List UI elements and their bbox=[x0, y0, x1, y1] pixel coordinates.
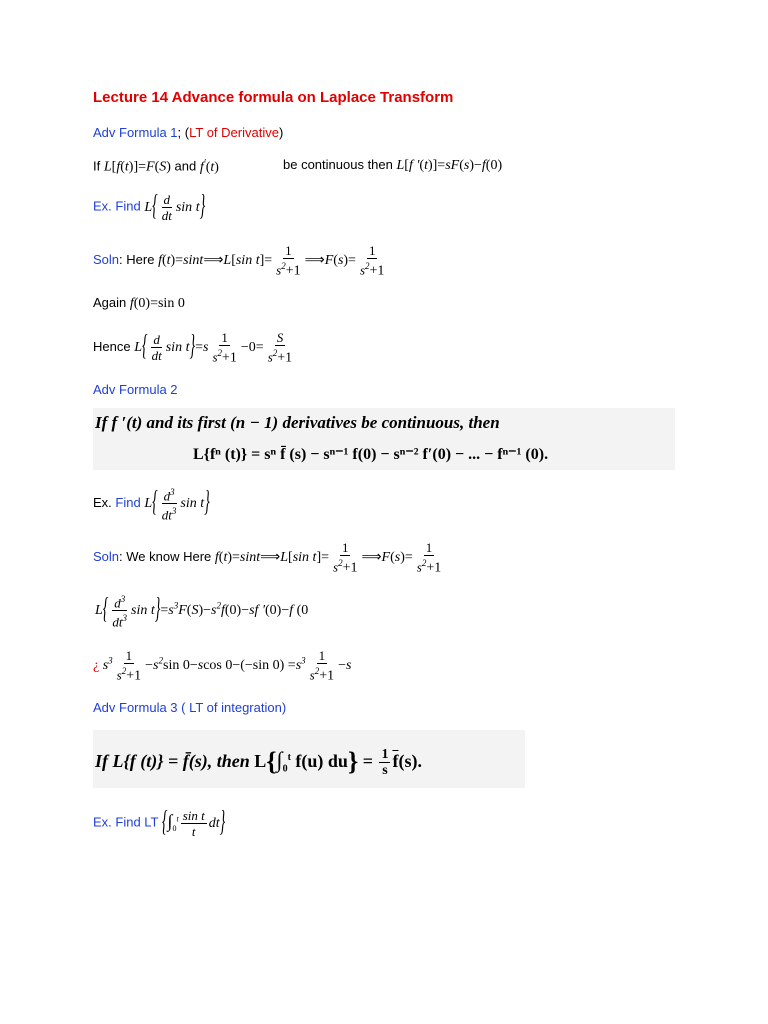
formula-1-conclusion bbox=[283, 157, 502, 174]
statement-if: If bbox=[93, 158, 101, 174]
example-2 bbox=[93, 485, 210, 523]
statement-and: and bbox=[174, 158, 197, 174]
adv-formula-3-label: Adv Formula 3 ( LT of integration) bbox=[93, 700, 287, 715]
math-ex1: L{ $\frac{d}{dt}$ sin t} bbox=[144, 190, 206, 223]
solution-2 bbox=[93, 540, 445, 575]
solution-2-label: Soln bbox=[93, 548, 120, 564]
result-line bbox=[93, 648, 351, 683]
math-f0: f(0)=sin 0 bbox=[129, 296, 185, 311]
formula-3-image bbox=[93, 730, 525, 788]
hence-label: Hence bbox=[93, 338, 131, 354]
again-label: Again bbox=[93, 295, 127, 310]
adv-formula-1-heading bbox=[93, 125, 283, 140]
math-result: ¿ $s^3$ $\frac{1}{s^2+1}$ $-s^2\sin$ 0−scos 0−(−sin $0) =s^3$ $\frac{1}{s^2+1}$ −s bbox=[93, 648, 352, 684]
math-lf-eq-fs: L[f(t)]=F(S) bbox=[103, 159, 171, 175]
math-hence: L{ $\frac{d}{dt}$ sin t}=s $\frac{1}{s^2+1}$ −0= $\frac{S}{s^2+1}$ bbox=[134, 330, 293, 366]
formula-3-integral: $L\{\int_0^t$ f(u) du} = $\frac{1}{s}$ $\overline{f}(s)$. bbox=[254, 747, 422, 779]
example-1 bbox=[93, 192, 205, 223]
third-derivative-line bbox=[95, 592, 308, 630]
formula-2-image bbox=[93, 408, 675, 470]
lecture-title: Lecture 14 Advance formula on Laplace Transform bbox=[93, 89, 454, 106]
paren-open: ; ( bbox=[177, 125, 190, 140]
lt-of-derivative-note: LT of Derivative bbox=[189, 125, 279, 140]
hence-line bbox=[93, 330, 296, 365]
math-third-derivative: L{ $\frac{d^3}{dt^3}$ $\sin t\}=s^3F(S)-s^2f(0)-sf$ ′(0)−f (0 bbox=[95, 594, 309, 630]
formula-1-statement bbox=[93, 157, 219, 176]
example-3-label: Ex. Find LT bbox=[93, 814, 159, 830]
solution-1-here: : Here bbox=[119, 251, 155, 267]
solution-2-here: : We know Here bbox=[119, 548, 212, 564]
math-soln2: f(t)=sint⟹L[sin t]= $\frac{1}{s^2+1}$ ⟹F(s)= $\frac{1}{s^2+1}$ bbox=[214, 540, 442, 576]
example-2-ex: Ex. bbox=[93, 495, 112, 511]
formula-3-line-1: If L{f (t)} = f̄(s), then bbox=[95, 751, 250, 771]
again-line bbox=[93, 295, 185, 312]
math-soln1: f(t)=sint⟹L[sin t]= $\frac{1}{s^2+1}$ ⟹F(s)= $\frac{1}{s^2+1}$ bbox=[158, 243, 385, 279]
example-1-label: Ex. Find bbox=[93, 198, 141, 214]
statement-then: be continuous then bbox=[283, 157, 393, 172]
example-3 bbox=[93, 808, 225, 839]
adv-formula-1-label: Adv Formula 1 bbox=[93, 125, 178, 140]
math-fprime-t: f′(t) bbox=[199, 157, 219, 175]
adv-formula-2-label: Adv Formula 2 bbox=[93, 382, 178, 397]
formula-2-line-1: If f ′(t) and its first (n − 1) derivatives be continuous, then bbox=[95, 413, 500, 432]
math-ex2: L{ $\frac{d^3}{dt^3}$ sin t} bbox=[144, 487, 210, 523]
solution-1 bbox=[93, 243, 388, 278]
formula-3-content bbox=[95, 747, 422, 778]
solution-1-label: Soln bbox=[93, 251, 120, 267]
example-2-find: Find bbox=[115, 495, 141, 511]
math-derivative-rule: L[f ′(t)]=sF(s)−f(0) bbox=[396, 158, 503, 173]
paren-close: ) bbox=[278, 125, 284, 140]
math-ex3: {$\int_0^t$ $\frac{\text{sin t}}{t}$ dt} bbox=[161, 806, 226, 839]
formula-2-line-2: L{fⁿ (t)} = sⁿ f̄ (s) − sⁿ⁻¹ f(0) − sⁿ⁻² f′(0) − ... − fⁿ⁻¹ (0). bbox=[193, 446, 549, 463]
